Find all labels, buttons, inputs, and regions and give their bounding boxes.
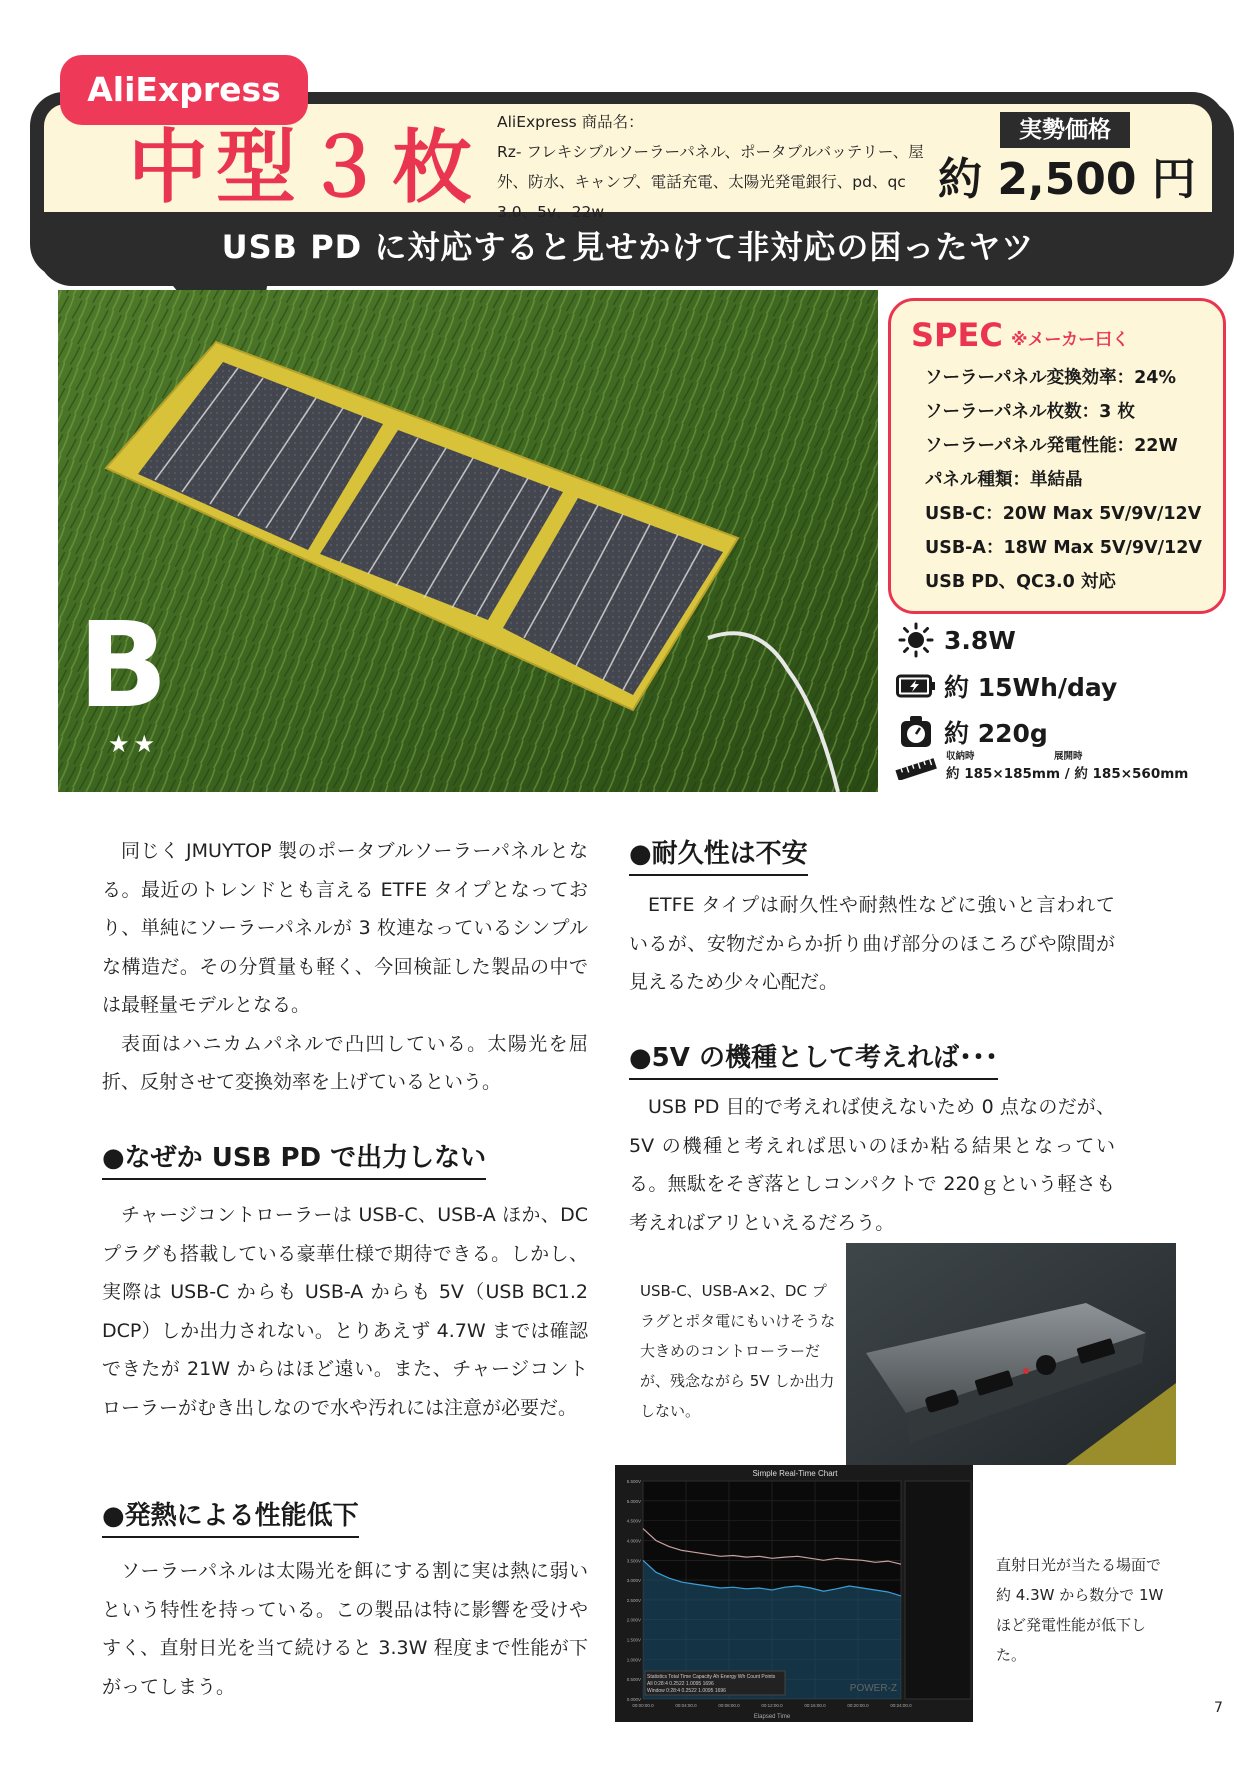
product-info (497, 107, 927, 227)
scale-icon (894, 712, 938, 752)
chart-x-tick: 00:24:00.0 (890, 1703, 912, 1708)
chart-y-tick: 2.500V (626, 1597, 641, 1603)
section-heading-durability: ●耐久性は不安 (629, 836, 808, 876)
spec-item: USB-A：18W Max 5V/9V/12V (925, 538, 1202, 558)
intro-paragraph-1: 同じく JMUYTOP 製のポータブルソーラーパネルとなる。最近のトレンドとも言える ETFE タイプとなっており、単純にソーラーパネルが 3 枚連なっているシンプルな構造だ。その分質量も軽く、今回検証した製品の中では最軽量モデルとなる。 (102, 840, 588, 1016)
chart-y-tick: 0.000V (626, 1697, 641, 1702)
aliexpress-tag: AliExpress (60, 55, 308, 125)
stat-weight (894, 712, 1048, 752)
page-number: 7 (1214, 1700, 1223, 1716)
section-paragraph: USB PD 目的で考えれば使えないため 0 点なのだが、5V の機種と考えれば思いのほか粘る結果となっている。無駄をそぎ落としコンパクトで 220ｇという軽さも考えればアリといえるだろう。 (629, 1096, 1115, 1234)
stat-capacity (894, 666, 1117, 706)
subtitle: USB PD に対応すると見せかけて非対応の困ったヤツ (221, 228, 1035, 266)
spec-item: パネル種類：単結晶 (925, 470, 1083, 490)
controller-photo (846, 1243, 1176, 1465)
chart-y-tick: 4.500V (626, 1518, 641, 1524)
spec-item: ソーラーパネル発電性能：22W (925, 436, 1178, 456)
controller-illustration (846, 1243, 1176, 1465)
chart-stats-row: Window 0:28:4 0.2522 1.0095 1696 (647, 1688, 726, 1694)
section-paragraph: ETFE タイプは耐久性や耐熱性などに強いと言われているが、安物だからか折り曲げ部分のほころびや隙間が見えるため少々心配だ。 (629, 894, 1115, 993)
grade-stars: ★★ (108, 730, 160, 758)
chart-y-tick: 5.000V (626, 1498, 641, 1504)
spec-note: ※メーカー曰く (1011, 330, 1130, 350)
price-label: 実勢価格 (1000, 112, 1130, 148)
section-text-5v (629, 1088, 1115, 1242)
spec-item: ソーラーパネル枚数：3 枚 (925, 402, 1135, 422)
section-paragraph: ソーラーパネルは太陽光を餌にする割に実は熱に弱いという特性を持っている。この製品は特に影響を受けやすく、直射日光を当て続けると 3.3W 程度まで性能が下がってしまう。 (102, 1560, 588, 1698)
chart-watermark: POWER-Z (849, 1683, 897, 1694)
size-label-stored: 収納時 (946, 751, 975, 762)
chart-y-tick: 3.000V (626, 1578, 641, 1584)
size-value: 約 185×185mm / 約 185×560mm (946, 766, 1189, 782)
chart-y-tick: 3.500V (626, 1558, 641, 1564)
spec-item: USB-C：20W Max 5V/9V/12V (925, 504, 1202, 524)
intro-paragraph-2: 表面はハニカムパネルで凸凹している。太陽光を屈折、反射させて変換効率を上げているという。 (102, 1032, 588, 1093)
section-heading-usb-pd: ●なぜか USB PD で出力しない (102, 1140, 486, 1180)
chart-y-tick: 5.500V (626, 1479, 641, 1484)
chart-y-tick: 1.000V (626, 1657, 641, 1663)
chart-x-tick: 00:20:00.0 (847, 1703, 869, 1708)
stat-weight-value: 約 220g (944, 719, 1048, 748)
spec-item: USB PD、QC3.0 対応 (925, 572, 1116, 592)
stat-power-value: 3.8W (944, 625, 1016, 655)
product-photo (58, 290, 878, 792)
chart-stats-row: All 0:28:4 0.2522 1.0095 1696 (647, 1681, 714, 1687)
spec-list (925, 361, 1202, 599)
chart-x-tick: 00:08:00.0 (718, 1703, 740, 1708)
section-heading-5v: ●5V の機種として考えれば･･･ (629, 1040, 998, 1080)
chart-y-tick: 0.500V (626, 1677, 641, 1683)
caption-controller: USB-C、USB-A×2、DC プラグとポタ電にもいけそうな大きめのコントローラーだが、残念ながら 5V しか出力しない。 (640, 1282, 836, 1420)
chart-stats-table (645, 1671, 785, 1695)
chart-right-axes (905, 1481, 971, 1699)
spec-box (888, 298, 1226, 614)
price-value: 約 2,500 円 (938, 154, 1196, 205)
page-title: 中型３枚 (128, 121, 480, 214)
stat-power (894, 620, 1016, 660)
chart-x-tick: 00:04:00.0 (675, 1703, 697, 1708)
section-text-durability (629, 886, 1115, 1002)
size-label-open: 展開時 (1054, 751, 1083, 762)
product-name: Rz- フレキシブルソーラーパネル、ポータブルバッテリー、屋外、防水、キャンプ、電話充電、太陽光発電銀行、pd、qc 3.0、5v、22w (497, 143, 924, 221)
power-chart (615, 1465, 973, 1722)
section-text-heat (102, 1552, 588, 1706)
grade-letter: B (78, 596, 168, 734)
chart-stats-header: Statistics Total Time Capacity Ah Energy Wh Count Points (647, 1674, 776, 1680)
chart-y-tick: 2.000V (626, 1617, 641, 1623)
section-text-usb-pd (102, 1196, 588, 1427)
product-label: AliExpress 商品名： (497, 113, 644, 131)
power-chart-svg (615, 1465, 973, 1722)
ruler-icon (894, 758, 938, 780)
section-paragraph: チャージコントローラーは USB-C、USB-A ほか、DC プラグも搭載している豪華仕様で期待できる。しかし、実際は USB-C からも USB-A からも 5V（USB BC1.2 DCP）しか出力されない。とりあえず 4.7W までは確認できたが 21W からはほど遠い。また、チャージコントローラーがむき出しなので水や汚れには注意が必要だ。 (102, 1204, 588, 1419)
spec-title: SPEC (911, 316, 1003, 354)
sun-icon (894, 620, 938, 660)
stat-capacity-value: 約 15Wh/day (944, 673, 1118, 702)
solar-panel-illustration (58, 290, 878, 792)
chart-x-label: Elapsed Time (753, 1714, 791, 1720)
chart-title: Simple Real-Time Chart (752, 1469, 838, 1478)
chart-y-tick: 4.000V (626, 1538, 641, 1544)
spec-item: ソーラーパネル変換効率：24% (925, 368, 1177, 388)
battery-icon (894, 666, 938, 706)
chart-x-tick: 00:12:00.0 (761, 1703, 783, 1708)
intro-text (102, 832, 588, 1102)
chart-x-tick: 00:00:00.0 (632, 1703, 654, 1708)
chart-y-tick: 1.500V (626, 1637, 641, 1643)
chart-x-tick: 00:16:00.0 (804, 1703, 826, 1708)
section-heading-heat: ●発熱による性能低下 (102, 1498, 359, 1538)
caption-chart: 直射日光が当たる場面で約 4.3W から数分で 1W ほど発電性能が低下した。 (996, 1556, 1164, 1664)
